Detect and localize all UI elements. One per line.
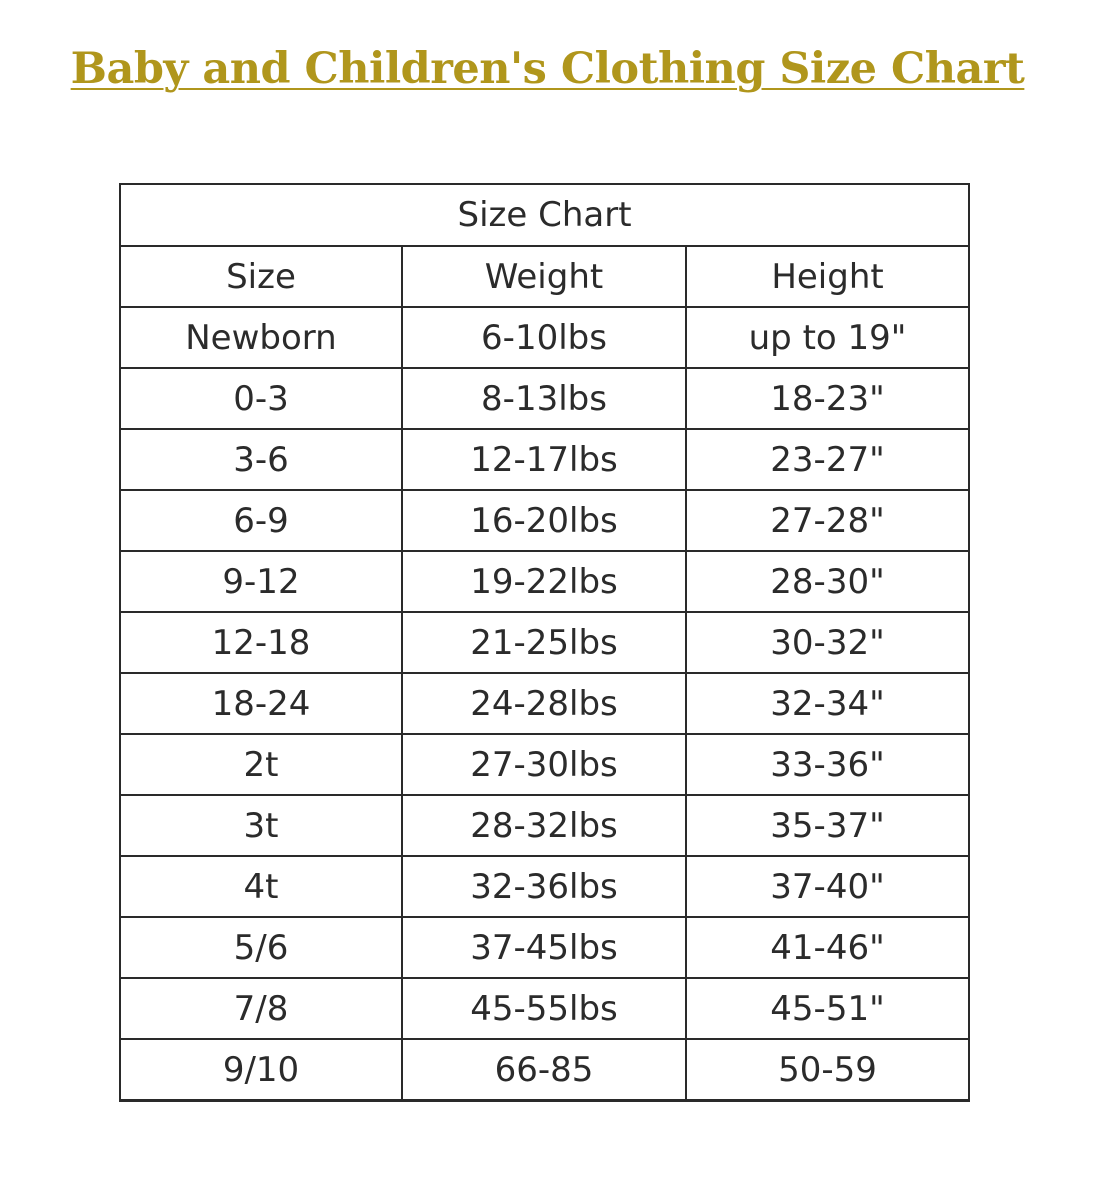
height-cell: 35-37" xyxy=(686,795,969,856)
height-cell: 18-23" xyxy=(686,368,969,429)
size-cell: 6-9 xyxy=(120,490,402,551)
height-cell: 50-59 xyxy=(686,1039,969,1101)
weight-cell: 28-32lbs xyxy=(402,795,686,856)
table-row xyxy=(120,978,969,1039)
page-title[interactable]: Baby and Children's Clothing Size Chart xyxy=(70,44,1025,94)
weight-cell: 66-85 xyxy=(402,1039,686,1101)
size-cell: 5/6 xyxy=(120,917,402,978)
height-cell: 32-34" xyxy=(686,673,969,734)
size-chart-table xyxy=(119,183,970,1102)
table-row xyxy=(120,795,969,856)
size-cell: 12-18 xyxy=(120,612,402,673)
header-size: Size xyxy=(120,246,402,307)
size-cell: Newborn xyxy=(120,307,402,368)
size-cell: 2t xyxy=(120,734,402,795)
size-cell: 18-24 xyxy=(120,673,402,734)
table-row xyxy=(120,368,969,429)
weight-cell: 8-13lbs xyxy=(402,368,686,429)
caption-row xyxy=(120,184,969,246)
weight-cell: 16-20lbs xyxy=(402,490,686,551)
table-row xyxy=(120,612,969,673)
weight-cell: 27-30lbs xyxy=(402,734,686,795)
table-caption: Size Chart xyxy=(120,184,969,246)
height-cell: 41-46" xyxy=(686,917,969,978)
size-cell: 0-3 xyxy=(120,368,402,429)
height-cell: up to 19" xyxy=(686,307,969,368)
size-cell: 9-12 xyxy=(120,551,402,612)
weight-cell: 12-17lbs xyxy=(402,429,686,490)
height-cell: 28-30" xyxy=(686,551,969,612)
size-cell: 7/8 xyxy=(120,978,402,1039)
height-cell: 33-36" xyxy=(686,734,969,795)
table-row xyxy=(120,734,969,795)
table-row xyxy=(120,551,969,612)
height-cell: 30-32" xyxy=(686,612,969,673)
height-cell: 23-27" xyxy=(686,429,969,490)
header-height: Height xyxy=(686,246,969,307)
weight-cell: 45-55lbs xyxy=(402,978,686,1039)
table-row xyxy=(120,490,969,551)
header-row xyxy=(120,246,969,307)
height-cell: 45-51" xyxy=(686,978,969,1039)
size-cell: 3-6 xyxy=(120,429,402,490)
weight-cell: 21-25lbs xyxy=(402,612,686,673)
size-cell: 3t xyxy=(120,795,402,856)
table-row xyxy=(120,307,969,368)
height-cell: 27-28" xyxy=(686,490,969,551)
table-row xyxy=(120,856,969,917)
height-cell: 37-40" xyxy=(686,856,969,917)
weight-cell: 6-10lbs xyxy=(402,307,686,368)
table-row xyxy=(120,673,969,734)
weight-cell: 37-45lbs xyxy=(402,917,686,978)
weight-cell: 19-22lbs xyxy=(402,551,686,612)
size-cell: 4t xyxy=(120,856,402,917)
size-cell: 9/10 xyxy=(120,1039,402,1101)
header-weight: Weight xyxy=(402,246,686,307)
table-row xyxy=(120,429,969,490)
weight-cell: 24-28lbs xyxy=(402,673,686,734)
table-row xyxy=(120,917,969,978)
weight-cell: 32-36lbs xyxy=(402,856,686,917)
table-row xyxy=(120,1039,969,1101)
